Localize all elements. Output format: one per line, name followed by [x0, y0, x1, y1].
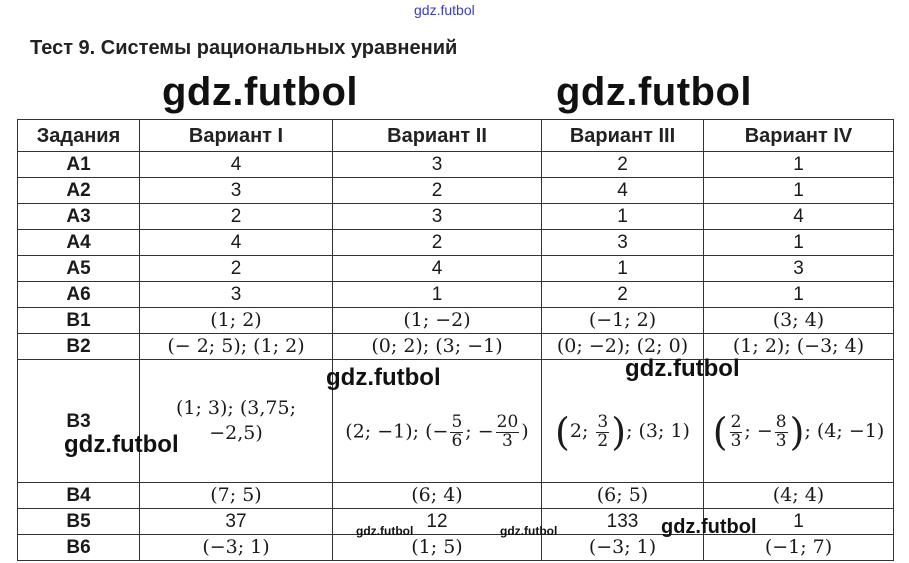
fraction-denominator: 6 — [451, 430, 463, 451]
header-cell: Вариант I — [140, 120, 333, 152]
watermark-b3-left: gdz.futbol — [64, 431, 179, 458]
task-label: B2 — [18, 334, 140, 360]
fraction — [730, 411, 743, 451]
fraction-numerator: 8 — [775, 411, 787, 432]
table-row — [18, 178, 894, 204]
answer-cell: 4 — [704, 204, 894, 230]
answer-cell: 3 — [333, 204, 542, 230]
b3-v3-prefix: 2; — [569, 420, 595, 442]
b3-v4-suffix: ; (4; −1) — [804, 420, 885, 442]
watermark-b3-right: gdz.futbol — [625, 355, 740, 382]
table-header-row — [18, 120, 894, 152]
answer-cell: (0; 2); (3; −1) — [333, 334, 542, 360]
task-label: A6 — [18, 282, 140, 308]
answer-cell: (6; 5) — [542, 483, 704, 509]
fraction-numerator: 3 — [597, 411, 609, 432]
task-label: A3 — [18, 204, 140, 230]
answer-cell: 3 — [333, 152, 542, 178]
b3-v1-line2: −2,5) — [209, 422, 263, 444]
watermark-b6-small-2: gdz.futbol — [500, 524, 558, 538]
answer-cell: (1; 5) — [333, 535, 542, 561]
fraction-numerator: 20 — [496, 411, 519, 432]
task-label: B5 — [18, 509, 140, 535]
table-row — [18, 334, 894, 360]
watermark-top: gdz.futbol — [414, 2, 475, 18]
answer-cell: 3 — [704, 256, 894, 282]
answer-cell: 2 — [542, 282, 704, 308]
table-row — [18, 152, 894, 178]
fraction — [775, 411, 788, 451]
answer-cell: (6; 4) — [333, 483, 542, 509]
answers-table — [17, 119, 894, 561]
fraction-denominator: 3 — [775, 430, 787, 451]
answer-cell: 1 — [704, 230, 894, 256]
answer-cell: 2 — [333, 178, 542, 204]
paren-open: ( — [712, 410, 728, 454]
fraction-denominator: 3 — [502, 430, 513, 451]
answer-cell: (7; 5) — [140, 483, 333, 509]
page-title: Тест 9. Системы рациональных уравнений — [30, 37, 458, 59]
answer-cell: 1 — [704, 152, 894, 178]
watermark-b6-small-1: gdz.futbol — [356, 524, 414, 538]
b3-v4-sep: ; − — [744, 420, 773, 442]
answer-cell: (−3; 1) — [542, 535, 704, 561]
table-row — [18, 282, 894, 308]
answer-cell: 1 — [542, 256, 704, 282]
fraction — [450, 411, 463, 451]
fraction-denominator: 3 — [730, 430, 742, 451]
answer-cell — [140, 360, 333, 483]
table-row — [18, 509, 894, 535]
answer-cell: 1 — [704, 282, 894, 308]
answer-cell: 4 — [333, 256, 542, 282]
answer-cell: 1 — [542, 204, 704, 230]
paren-close: ) — [611, 410, 627, 454]
task-label: A1 — [18, 152, 140, 178]
answer-cell: (− 2; 5); (1; 2) — [140, 334, 333, 360]
table-row — [18, 256, 894, 282]
paren-open: ( — [555, 410, 570, 454]
fraction-numerator: 2 — [730, 411, 742, 432]
header-cell: Вариант III — [542, 120, 704, 152]
fraction-denominator: 2 — [597, 430, 609, 451]
answer-cell: 4 — [140, 152, 333, 178]
answer-cell: (0; −2); (2; 0) — [542, 334, 704, 360]
table-row — [18, 308, 894, 334]
header-cell: Вариант IV — [704, 120, 894, 152]
answer-cell: (−3; 1) — [140, 535, 333, 561]
answer-cell: (−1; 2) — [542, 308, 704, 334]
header-cell: Задания — [18, 120, 140, 152]
answer-cell: 2 — [140, 204, 333, 230]
answer-cell: 3 — [140, 178, 333, 204]
answer-cell: (1; −2) — [333, 308, 542, 334]
answer-cell: 2 — [542, 152, 704, 178]
table-row — [18, 230, 894, 256]
table-row — [18, 360, 894, 483]
answer-cell: (1; 2) — [140, 308, 333, 334]
table-row — [18, 483, 894, 509]
answer-cell: 2 — [140, 256, 333, 282]
answer-cell: (3; 4) — [704, 308, 894, 334]
task-label: B4 — [18, 483, 140, 509]
answer-cell: (1; 2); (−3; 4) — [704, 334, 894, 360]
watermark-big-right: gdz.futbol — [556, 70, 753, 114]
answer-cell: 1 — [704, 178, 894, 204]
table-row — [18, 535, 894, 561]
answer-cell: 133 — [542, 509, 704, 535]
b3-v3-suffix: ; (3; 1) — [626, 420, 690, 442]
answer-cell: 3 — [542, 230, 704, 256]
b3-v1-line1: (1; 3); (3,75; — [175, 397, 296, 419]
answer-cell: 1 — [704, 509, 894, 535]
fraction-numerator: 5 — [451, 411, 463, 432]
answer-cell: 4 — [542, 178, 704, 204]
task-label: A4 — [18, 230, 140, 256]
fraction — [496, 411, 520, 451]
watermark-big-left: gdz.futbol — [162, 70, 359, 114]
paren-close: ) — [789, 410, 805, 454]
task-label: A2 — [18, 178, 140, 204]
task-label: A5 — [18, 256, 140, 282]
answer-cell: 37 — [140, 509, 333, 535]
watermark-b3-center: gdz.futbol — [326, 364, 441, 391]
fraction — [596, 411, 609, 451]
b3-v2-prefix: (2; −1); (− — [345, 420, 449, 442]
answer-cell: 4 — [140, 230, 333, 256]
answer-cell: (−1; 7) — [704, 535, 894, 561]
answer-cell: 3 — [140, 282, 333, 308]
b3-v2-suffix: ) — [521, 420, 529, 442]
answer-cell: 2 — [333, 230, 542, 256]
watermark-b6-right: gdz.futbol — [661, 516, 757, 538]
table-row — [18, 204, 894, 230]
task-label: B1 — [18, 308, 140, 334]
b3-v2-sep: ; − — [465, 420, 494, 442]
answer-cell: 12 — [333, 509, 542, 535]
task-label: B3 — [18, 360, 140, 483]
task-label: B6 — [18, 535, 140, 561]
header-cell: Вариант II — [333, 120, 542, 152]
answer-cell: 1 — [333, 282, 542, 308]
answer-cell: (4; 4) — [704, 483, 894, 509]
